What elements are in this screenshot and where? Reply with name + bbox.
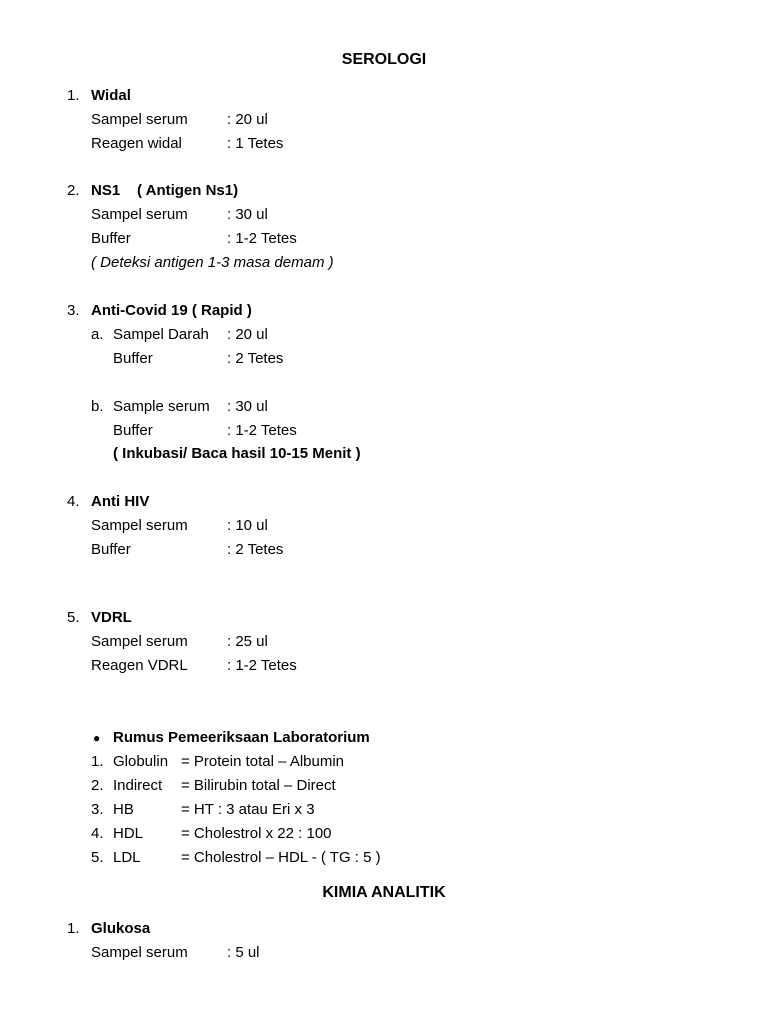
row-value: : 2 Tetes xyxy=(227,350,284,367)
row-label: Sampel serum xyxy=(91,111,188,128)
row-label: Buffer xyxy=(91,230,131,247)
row-label: Sampel Darah xyxy=(113,326,209,343)
row-label: Buffer xyxy=(91,541,131,558)
row-label: Sampel serum xyxy=(91,944,188,961)
formula-number: 3. xyxy=(91,801,104,818)
ns1-note: ( Deteksi antigen 1-3 masa demam ) xyxy=(91,254,334,271)
row-label: Buffer xyxy=(113,422,153,439)
row-value: : 2 Tetes xyxy=(227,541,284,558)
row-value: : 1-2 Tetes xyxy=(227,422,297,439)
row-label: Sampel serum xyxy=(91,633,188,650)
row-value: : 20 ul xyxy=(227,326,268,343)
item-number: 1. xyxy=(67,87,80,104)
item-number: 2. xyxy=(67,182,80,199)
row-value: : 1 Tetes xyxy=(227,135,284,152)
item-title-covid: Anti-Covid 19 ( Rapid ) xyxy=(91,302,252,319)
item-title-glukosa: Glukosa xyxy=(91,920,151,937)
row-label: Buffer xyxy=(113,350,153,367)
formula-number: 5. xyxy=(91,849,104,866)
item-number: 5. xyxy=(67,609,80,626)
item-title-vdrl: VDRL xyxy=(91,609,132,626)
formula-section-title: Rumus Pemeeriksaan Laboratorium xyxy=(113,729,370,746)
row-value: : 20 ul xyxy=(227,111,268,128)
formula-number: 1. xyxy=(91,753,104,770)
item-number: 1. xyxy=(67,920,80,937)
row-label: Reagen widal xyxy=(91,135,182,152)
item-title-hiv: Anti HIV xyxy=(91,493,150,510)
sub-item-letter: a. xyxy=(91,326,104,343)
row-label: Sampel serum xyxy=(91,517,188,534)
row-value: : 1-2 Tetes xyxy=(227,230,297,247)
item-number: 3. xyxy=(67,302,80,319)
bullet-icon: ● xyxy=(93,731,101,745)
row-value: : 30 ul xyxy=(227,398,268,415)
row-value: : 5 ul xyxy=(227,944,260,961)
item-subtitle-ns1: ( Antigen Ns1) xyxy=(137,182,239,199)
row-label: Sample serum xyxy=(113,398,210,415)
row-value: : 10 ul xyxy=(227,517,268,534)
sub-item-letter: b. xyxy=(91,398,104,415)
formula-expression: = Cholestrol – HDL - ( TG : 5 ) xyxy=(181,849,381,866)
formula-name: LDL xyxy=(113,849,141,866)
formula-number: 4. xyxy=(91,825,104,842)
formula-expression: = Cholestrol x 22 : 100 xyxy=(181,825,332,842)
row-value: : 30 ul xyxy=(227,206,268,223)
formula-number: 2. xyxy=(91,777,104,794)
section-title-kimia: KIMIA ANALITIK xyxy=(322,884,446,901)
formula-expression: = Protein total – Albumin xyxy=(181,753,345,770)
item-title-ns1: NS1 xyxy=(91,182,121,199)
formula-expression: = Bilirubin total – Direct xyxy=(181,777,336,794)
section-title-serologi: SEROLOGI xyxy=(341,51,427,68)
formula-name: Globulin xyxy=(113,753,169,770)
formula-name: HB xyxy=(113,801,134,818)
item-number: 4. xyxy=(67,493,80,510)
row-label: Reagen VDRL xyxy=(91,657,188,674)
formula-expression: = HT : 3 atau Eri x 3 xyxy=(181,801,315,818)
row-value: : 1-2 Tetes xyxy=(227,657,297,674)
formula-name: Indirect xyxy=(113,777,163,794)
row-value: : 25 ul xyxy=(227,633,268,650)
covid-note: ( Inkubasi/ Baca hasil 10-15 Menit ) xyxy=(113,445,361,462)
item-title-widal: Widal xyxy=(91,87,131,104)
row-label: Sampel serum xyxy=(91,206,188,223)
formula-name: HDL xyxy=(113,825,144,842)
